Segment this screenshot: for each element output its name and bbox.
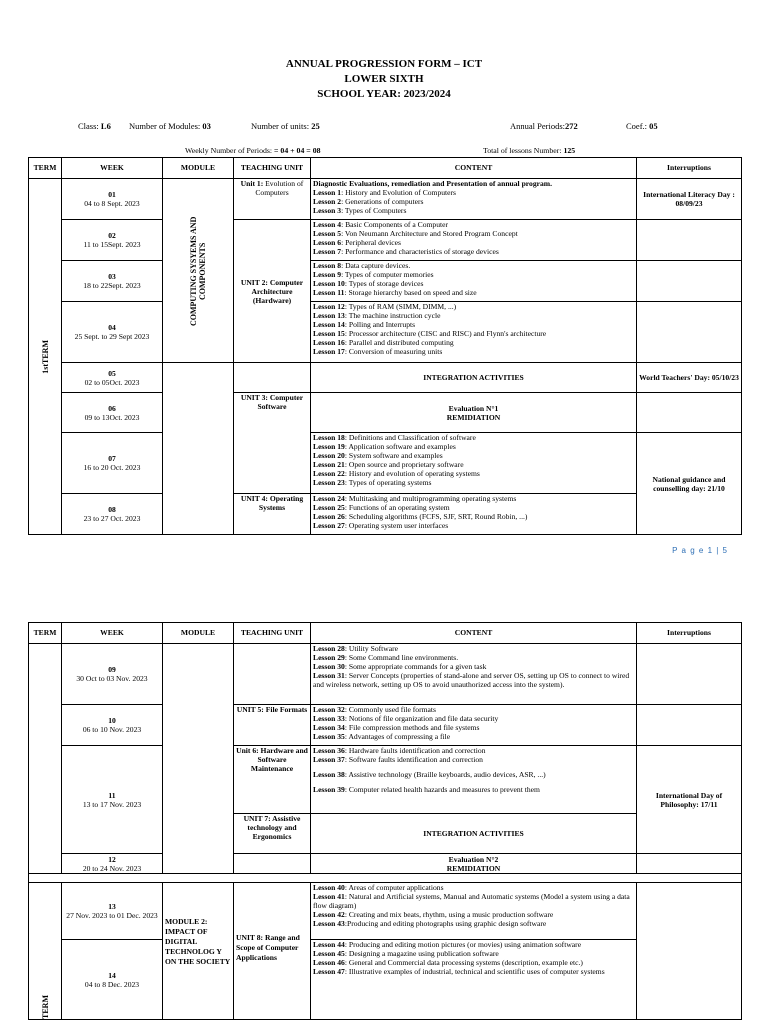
- lesson-line: Lesson 4: Basic Components of a Computer: [313, 220, 448, 229]
- unit-8-cell: UNIT 8: Range and Scope of Computer Applications: [234, 883, 311, 1020]
- week-cell: 08 23 to 27 Oct. 2023: [62, 494, 163, 535]
- periods-info: Annual Periods:272: [510, 121, 578, 131]
- lesson-line: Lesson 44: Producing and editing motion pictures (or movies) using animation software: [313, 940, 582, 949]
- class-info: Class: L6: [78, 121, 111, 131]
- term-cell-2: TERM: [29, 883, 62, 1020]
- term-cell: 1stTERM: [29, 179, 62, 535]
- content-week-9: [311, 644, 637, 705]
- interruption-empty: [637, 705, 742, 746]
- form-title: ANNUAL PROGRESSION FORM – ICT: [285, 58, 483, 70]
- col-term: TERM: [29, 623, 62, 644]
- lesson-line: Lesson 24: Multitasking and multiprogramming operating systems: [313, 494, 517, 503]
- unit-6-cell: Unit 6: Hardware and Software Maintenance: [234, 746, 311, 814]
- evaluation-1: Evaluation N°1 REMIDIATION: [311, 393, 637, 433]
- lesson-line: Lesson 13: The machine instruction cycle: [313, 311, 441, 320]
- col-teaching-unit: TEACHING UNIT: [234, 158, 311, 179]
- week-cell: 12 20 to 24 Nov. 2023: [62, 854, 163, 874]
- weekly-periods-info: Weekly Number of Periods: = 04 + 04 = 08: [185, 146, 321, 155]
- lesson-line: Lesson 45: Designing a magazine using publication software: [313, 949, 499, 958]
- page-number: P a g e 1 | 5: [672, 546, 728, 555]
- week-cell: 11 13 to 17 Nov. 2023: [62, 746, 163, 854]
- lesson-line: Lesson 12: Types of RAM (SIMM, DIMM, ...): [313, 302, 457, 311]
- form-class-title: LOWER SIXTH: [344, 73, 424, 85]
- lesson-line: Lesson 11: Storage hierarchy based on speed and size: [313, 288, 477, 297]
- lesson-line: Lesson 8: Data capture devices.: [313, 261, 411, 270]
- week-cell: 06 09 to 13Oct. 2023: [62, 393, 163, 433]
- week-cell: 09 30 Oct to 03 Nov. 2023: [62, 644, 163, 705]
- lesson-line: Lesson 25: Functions of an operating system: [313, 503, 450, 512]
- progression-table-page1: [28, 157, 742, 535]
- unit-empty: [234, 854, 311, 874]
- module-cell-empty: [163, 644, 234, 874]
- lesson-line: Lesson 16: Parallel and distributed computing: [313, 338, 454, 347]
- col-term: TERM: [29, 158, 62, 179]
- lesson-line: Lesson 3: Types of Computers: [313, 206, 407, 215]
- content-week-3: [311, 261, 637, 302]
- content-week-4: [311, 302, 637, 363]
- lesson-line: Lesson 27: Operating system user interfaces: [313, 521, 449, 530]
- unit-1-cell: Unit 1: Evolution of Computers: [234, 179, 311, 220]
- lesson-line: Lesson 38: Assistive technology (Braille keyboards, audio devices, ASR, ...): [313, 770, 546, 779]
- interruption-empty: [637, 302, 742, 363]
- school-year-title: SCHOOL YEAR: 2023/2024: [317, 88, 451, 100]
- lesson-line: Lesson 6: Peripheral devices: [313, 238, 401, 247]
- content-week-11: [311, 746, 637, 814]
- lesson-line: Lesson 34: File compression methods and file systems: [313, 723, 480, 732]
- lesson-line: Lesson 28: Utility Software: [313, 644, 399, 653]
- lesson-line: Lesson 14: Polling and Interrupts: [313, 320, 416, 329]
- lesson-line: Lesson 40: Areas of computer applications: [313, 883, 444, 892]
- term-separator: [29, 874, 742, 883]
- lesson-line: Lesson 35: Advantages of compressing a file: [313, 732, 451, 741]
- content-week-10: [311, 705, 637, 746]
- unit-2-cell: UNIT 2: Computer Architecture (Hardware): [234, 220, 311, 363]
- content-week-8: [311, 494, 637, 535]
- week-cell: 01 04 to 8 Sept. 2023: [62, 179, 163, 220]
- week-cell: 07 16 to 20 Oct. 2023: [62, 433, 163, 494]
- total-lessons-info: Total of lessons Number: 125: [483, 146, 576, 155]
- lesson-line: Lesson 18: Definitions and Classification of software: [313, 433, 476, 442]
- lesson-line: Lesson 17: Conversion of measuring units: [313, 347, 443, 356]
- unit-4-cell: UNIT 4: Operating Systems: [234, 494, 311, 535]
- interruption-empty: [637, 393, 742, 433]
- lesson-line: Lesson 47: Illustrative examples of industrial, technical and scientific uses of computer systems: [313, 967, 605, 976]
- lesson-line: Diagnostic Evaluations, remediation and Presentation of annual program.: [313, 179, 553, 188]
- modules-info: Number of Modules: 03: [129, 121, 211, 131]
- content-week-7: [311, 433, 637, 494]
- interruption-empty: [637, 220, 742, 261]
- content-week-2: [311, 220, 637, 261]
- week-cell: 02 11 to 15Sept. 2023: [62, 220, 163, 261]
- integration-activities: INTEGRATION ACTIVITIES: [311, 363, 637, 393]
- week-cell: 05 02 to 05Oct. 2023: [62, 363, 163, 393]
- lesson-line: Lesson 42: Creating and mix beats, rhythm, using a music production software: [313, 910, 554, 919]
- col-module: MODULE: [163, 158, 234, 179]
- module-2-cell: MODULE 2: IMPACT OF DIGITAL TECHNOLOG Y ON THE SOCIETY: [163, 883, 234, 1020]
- lesson-line: Lesson 39: Computer related health hazards and measures to prevent them: [313, 785, 540, 794]
- lesson-line: Lesson 2: Generations of computers: [313, 197, 424, 206]
- module-cell: COMPUTING SYSYEMS AND COMPONENTS: [163, 179, 234, 363]
- term-cell-empty: [29, 644, 62, 874]
- unit-3-cell: UNIT 3: Computer Software: [234, 393, 311, 494]
- lesson-line: Lesson 26: Scheduling algorithms (FCFS, SJF, SRT, Round Robin, ...): [313, 512, 528, 521]
- col-week: WEEK: [62, 158, 163, 179]
- module-cell-empty: [163, 363, 234, 535]
- lesson-line: Lesson 23: Types of operating systems: [313, 478, 432, 487]
- interruption-teachers-day: World Teachers' Day: 05/10/23: [637, 363, 742, 393]
- lesson-line: Lesson 32: Commonly used file formats: [313, 705, 436, 714]
- lesson-line: Lesson 15: Processor architecture (CISC and RISC) and Flynn's architecture: [313, 329, 547, 338]
- lesson-line: Lesson 9: Types of computer memories: [313, 270, 434, 279]
- lesson-line: Lesson 31: Server Concepts (properties of stand-alone and server OS, setting up OS to connect to wired and wireless network, setting up OS to avoid unauthorized access into the system).: [313, 671, 630, 689]
- lesson-line: Lesson 29: Some Command line environments.: [313, 653, 459, 662]
- interruption-empty: [637, 883, 742, 1020]
- unit-empty: [234, 644, 311, 705]
- evaluation-2: Evaluation N°2 REMIDIATION: [311, 854, 637, 874]
- col-week: WEEK: [62, 623, 163, 644]
- lesson-line: Lesson 21: Open source and proprietary software: [313, 460, 464, 469]
- col-module: MODULE: [163, 623, 234, 644]
- lesson-line: Lesson 10: Types of storage devices: [313, 279, 424, 288]
- col-content: CONTENT: [311, 623, 637, 644]
- interruption-empty: [637, 854, 742, 874]
- col-teaching-unit: TEACHING UNIT: [234, 623, 311, 644]
- content-week-14: [311, 940, 637, 1020]
- interruption-empty: [637, 261, 742, 302]
- lesson-line: Lesson 43:Producing and editing photographs using graphic design software: [313, 919, 547, 928]
- unit-empty: [234, 363, 311, 393]
- interruption-guidance-day: National guidance and counselling day: 21/10: [637, 433, 742, 535]
- lesson-line: Lesson 5: Von Neumann Architecture and Stored Program Concept: [313, 229, 518, 238]
- lesson-line: Lesson 22: History and evolution of operating systems: [313, 469, 480, 478]
- week-cell: 04 25 Sept. to 29 Sept 2023: [62, 302, 163, 363]
- lesson-line: Lesson 41: Natural and Artificial systems, Manual and Automatic systems (Model a system using a data flow diagram): [313, 892, 630, 910]
- lesson-line: Lesson 46: General and Commercial data processing systems (description, example etc.): [313, 958, 583, 967]
- lesson-line: Lesson 1: History and Evolution of Computers: [313, 188, 457, 197]
- integration-activities-2: INTEGRATION ACTIVITIES: [311, 814, 637, 854]
- lesson-line: Lesson 19: Application software and examples: [313, 442, 456, 451]
- content-week-1: [311, 179, 637, 220]
- lesson-line: Lesson 30: Some appropriate commands for a given task: [313, 662, 487, 671]
- col-content: CONTENT: [311, 158, 637, 179]
- week-cell: 14 04 to 8 Dec. 2023: [62, 940, 163, 1020]
- week-cell: 10 06 to 10 Nov. 2023: [62, 705, 163, 746]
- lesson-line: Lesson 33: Notions of file organization and file data security: [313, 714, 499, 723]
- content-week-13: [311, 883, 637, 940]
- interruption-empty: [637, 644, 742, 705]
- col-interruptions: Interruptions: [637, 623, 742, 644]
- unit-7-cell: UNIT 7: Assistive technology and Ergonomics: [234, 814, 311, 854]
- interruption-literacy-day: International Literacy Day : 08/09/23: [637, 179, 742, 220]
- col-interruptions: Interruptions: [637, 158, 742, 179]
- progression-table-page2: [28, 622, 742, 1020]
- lesson-line: Lesson 36: Hardware faults identification and correction: [313, 746, 486, 755]
- lesson-line: Lesson 7: Performance and characteristics of storage devices: [313, 247, 499, 256]
- week-cell: 03 18 to 22Sept. 2023: [62, 261, 163, 302]
- lesson-line: Lesson 37: Software faults identification and correction: [313, 755, 483, 764]
- interruption-philosophy-day: International Day of Philosophy: 17/11: [637, 746, 742, 854]
- lesson-line: Lesson 20: System software and examples: [313, 451, 443, 460]
- week-cell: 13 27 Nov. 2023 to 01 Dec. 2023: [62, 883, 163, 940]
- unit-5-cell: UNIT 5: File Formats: [234, 705, 311, 746]
- units-info: Number of units: 25: [251, 121, 320, 131]
- coef-info: Coef.: 05: [626, 121, 658, 131]
